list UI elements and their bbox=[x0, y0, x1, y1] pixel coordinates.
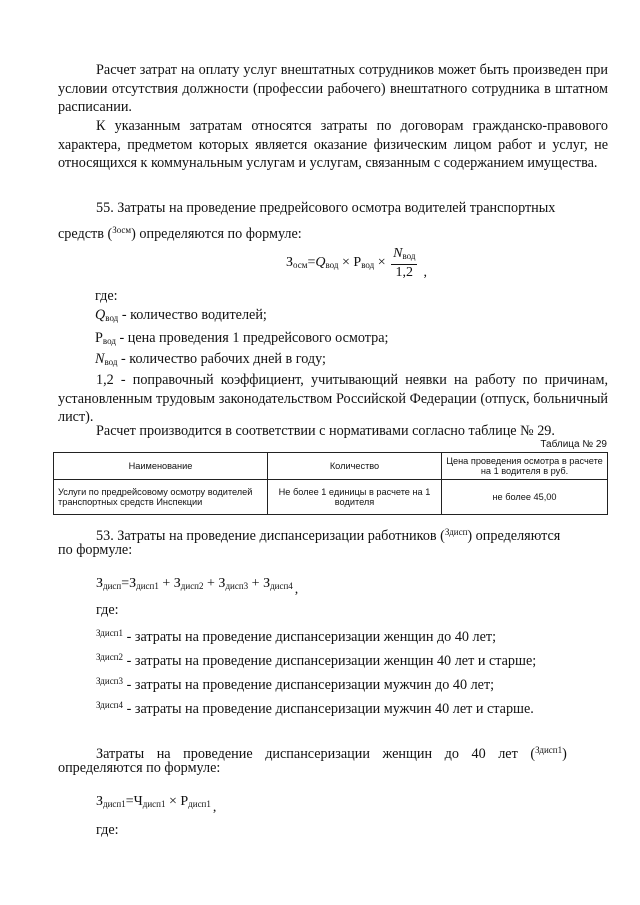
definition-text: - количество водителей; bbox=[118, 307, 267, 323]
formula-lhs-sub: осм bbox=[293, 260, 308, 271]
table-header: Наименование bbox=[54, 453, 268, 480]
symbol-subscript: дисп3 bbox=[100, 676, 124, 686]
formula-eq: = bbox=[125, 794, 134, 809]
symbol-subscript: дисп2 bbox=[100, 652, 124, 662]
formula-term-sub: дисп3 bbox=[225, 581, 249, 591]
formula-women-exam bbox=[96, 794, 216, 816]
symbol: З bbox=[444, 527, 450, 537]
formula-lhs-sub: дисп1 bbox=[103, 799, 126, 809]
table-cell: не более 45,00 bbox=[442, 480, 608, 515]
paragraph-coefficient: 1,2 - поправочный коэффициент, учитывающий неявки на работу по причинам, установленным трудовым законодательством Российской Федерации (отпуск, больничный лист). bbox=[58, 372, 608, 425]
text-fragment: средств ( bbox=[58, 226, 113, 242]
formula-q-sub: вод bbox=[325, 260, 339, 271]
symbol: З bbox=[96, 628, 101, 638]
formula-term-sub: дисп1 bbox=[188, 799, 211, 809]
formula-lhs: З bbox=[96, 794, 104, 809]
formula-p-sub: вод bbox=[361, 260, 375, 271]
symbol-subscript: дисп4 bbox=[100, 700, 124, 710]
symbol: З bbox=[112, 225, 117, 235]
formula-term: Ч bbox=[133, 794, 143, 809]
symbol-subscript: вод bbox=[105, 313, 119, 323]
table-header: Цена проведения осмотра в расчете на 1 водителя в руб. bbox=[442, 453, 608, 480]
formula-lhs-sub: дисп bbox=[103, 581, 122, 591]
formula-q: Q bbox=[315, 255, 326, 271]
symbol-subscript: дисп bbox=[449, 527, 468, 537]
symbol: З bbox=[535, 745, 540, 755]
formula-lhs: З bbox=[96, 576, 104, 591]
formula-times: × bbox=[374, 255, 390, 271]
formula-lhs: З bbox=[286, 255, 294, 271]
where-item-drivers bbox=[95, 306, 267, 327]
formula-term-sub: дисп1 bbox=[142, 799, 166, 809]
formula-term: З bbox=[263, 576, 271, 591]
fraction-numerator-sub: вод bbox=[402, 251, 416, 261]
symbol: З bbox=[96, 676, 101, 686]
definition-text: - количество рабочих дней в году; bbox=[117, 351, 326, 367]
fraction-numerator: N bbox=[393, 246, 403, 261]
formula-term: З bbox=[173, 576, 181, 591]
norms-table bbox=[53, 452, 608, 515]
text-fragment: ) определяются bbox=[467, 528, 561, 544]
formula-plus: + bbox=[158, 576, 174, 591]
definition-text: - цена проведения 1 предрейсового осмотра; bbox=[115, 330, 389, 346]
formula-eq: = bbox=[307, 255, 316, 271]
paragraph-women-line2: определяются по формуле: bbox=[58, 760, 221, 776]
text-fragment: 53. Затраты на проведение диспансеризации работников ( bbox=[96, 528, 445, 544]
symbol-subscript: дисп1 bbox=[100, 628, 124, 638]
table-caption: Таблица № 29 bbox=[540, 439, 607, 450]
symbol: N bbox=[95, 351, 105, 367]
formula-tail: , bbox=[212, 800, 217, 815]
symbol: З bbox=[96, 700, 101, 710]
text-fragment: ) bbox=[562, 746, 567, 762]
symbol: Р bbox=[95, 330, 103, 346]
formula-plus: + bbox=[203, 576, 219, 591]
formula-term-sub: дисп1 bbox=[136, 581, 159, 591]
table-header: Количество bbox=[268, 453, 442, 480]
formula-eq: = bbox=[121, 576, 130, 591]
paragraph-55-line2 bbox=[58, 221, 302, 243]
symbol-subscript: дисп1 bbox=[539, 745, 563, 755]
where-label-3: где: bbox=[96, 822, 119, 838]
symbol: З bbox=[96, 652, 101, 662]
text-fragment: ) определяются по формуле: bbox=[131, 226, 302, 242]
where-label-2: где: bbox=[96, 602, 119, 618]
where-item-men-under-40 bbox=[96, 672, 494, 694]
formula-term: З bbox=[218, 576, 226, 591]
where-item-price bbox=[95, 329, 389, 350]
formula-plus: + bbox=[248, 576, 264, 591]
formula-term-sub: дисп4 bbox=[270, 581, 293, 591]
definition-text: - затраты на проведение диспансеризации женщин до 40 лет; bbox=[123, 629, 497, 645]
formula-term-sub: дисп2 bbox=[180, 581, 204, 591]
paragraph-53-title bbox=[96, 523, 560, 545]
paragraph-freelance-cost: Расчет затрат на оплату услуг внештатных сотрудников может быть произведен при условии отсутствия должности (профессии рабочего) внештатного сотрудника в штатном расписании. bbox=[58, 62, 608, 115]
table-row bbox=[54, 480, 608, 515]
paragraph-55-title: 55. Затраты на проведение предрейсового осмотра водителей транспортных bbox=[96, 200, 556, 216]
where-item-days bbox=[95, 350, 326, 371]
table-cell: Услуги по предрейсовому осмотру водителей транспортных средств Инспекции bbox=[54, 480, 268, 515]
formula-times: × bbox=[165, 794, 181, 809]
formula-times: × bbox=[338, 255, 354, 271]
table-header-row bbox=[54, 453, 608, 480]
where-label-1: где: bbox=[95, 288, 118, 304]
symbol-subscript: осм bbox=[116, 225, 132, 235]
definition-text: - затраты на проведение диспансеризации мужчин 40 лет и старше. bbox=[123, 701, 534, 717]
where-item-women-under-40 bbox=[96, 624, 496, 646]
formula-term: З bbox=[129, 576, 137, 591]
formula-p: Р bbox=[353, 255, 362, 271]
fraction-denominator: 1,2 bbox=[395, 265, 414, 280]
where-item-men-40-plus bbox=[96, 696, 534, 718]
symbol-subscript: вод bbox=[102, 336, 116, 346]
formula-inspection-cost bbox=[286, 246, 427, 281]
formula-tail: , bbox=[294, 582, 299, 597]
symbol-subscript: вод bbox=[104, 357, 118, 367]
paragraph-53-line2: по формуле: bbox=[58, 542, 133, 558]
definition-text: - затраты на проведение диспансеризации женщин 40 лет и старше; bbox=[123, 653, 537, 669]
text-fragment: Затраты на проведение диспансеризации женщин до 40 лет ( bbox=[96, 746, 536, 762]
formula-tail: , bbox=[423, 265, 427, 281]
definition-text: - затраты на проведение диспансеризации мужчин до 40 лет; bbox=[123, 677, 495, 693]
formula-medical-exam-total bbox=[96, 576, 298, 598]
where-item-women-40-plus bbox=[96, 648, 536, 670]
formula-fraction bbox=[391, 246, 417, 280]
paragraph-civil-contracts: К указанным затратам относятся затраты по договорам гражданско-правового характера, предметом которых является оказание физическим лицом работ и услуг, не относящихся к коммунальным услугам и услугам, связанным с содержанием имущества. bbox=[58, 118, 608, 171]
table-cell: Не более 1 единицы в расчете на 1 водителя bbox=[268, 480, 442, 515]
formula-term: Р bbox=[180, 794, 189, 809]
symbol: Q bbox=[95, 307, 106, 323]
paragraph-calc-norms: Расчет производится в соответствии с нормативами согласно таблице № 29. bbox=[96, 423, 555, 439]
